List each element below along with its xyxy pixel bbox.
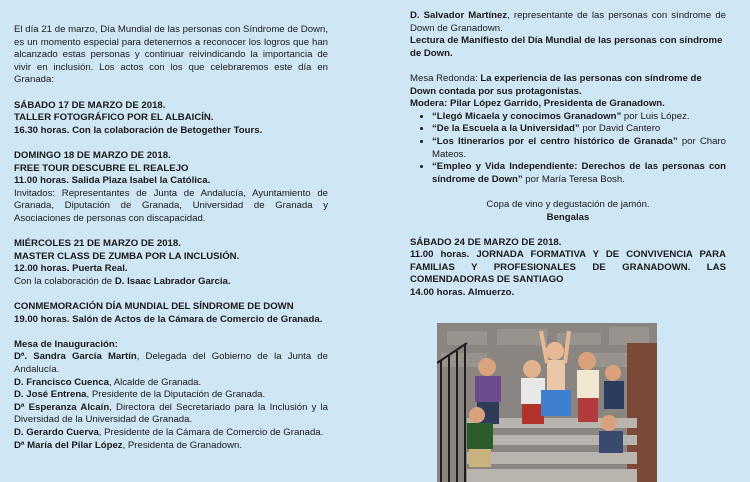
- sun18-date: DOMINGO 18 DE MARZO DE 2018.: [14, 149, 171, 161]
- talk-speaker: por Charo Mateos.: [432, 135, 726, 160]
- sat24-date: SÁBADO 24 DE MARZO DE 2018.: [410, 236, 562, 248]
- manifiesto-line: Lectura de Manifiesto del Día Mundial de las personas con síndrome de Down.: [410, 35, 723, 59]
- wed21-time: 12.00 horas. Puerta Real.: [14, 263, 128, 275]
- wed21-collab: Con la colaboración de D. Isaac Labrador Garcia.: [14, 275, 231, 287]
- mesa-member-role: , Presidente de la Diputación de Granada.: [86, 389, 266, 401]
- talk-item: [432, 123, 726, 136]
- talk-speaker: por Luis López.: [621, 110, 690, 122]
- mesa-member-role: , Presidente de la Cámara de Comercio de Granada.: [98, 427, 324, 438]
- talk-title: “Empleo y Vida Independiente: Derechos de las personas con síndrome de Down”: [432, 161, 726, 185]
- mesa-member-name: D. Gerardo Cuerva: [14, 427, 99, 438]
- wed21-title: MASTER CLASS DE ZUMBA POR LA INCLUSIÓN.: [14, 250, 240, 262]
- talk-title: “Los Itinerarios por el centro histórico de Granada”: [432, 135, 678, 147]
- sun18-title: FREE TOUR DESCUBRE EL REALEJO: [14, 162, 189, 174]
- talk-item: [432, 161, 726, 186]
- mesa-member-name: D. Francisco Cuenca: [14, 376, 109, 388]
- intro-paragraph: El día 21 de marzo, Día Mundial de las personas con Síndrome de Down, es un momento especial para detenernos a reconocer los logros que han alcanzado estas personas y continuar reivindicando la importancia de vivir en inclusión. Los actos con los que celebraremos este día en Granada:: [14, 24, 328, 86]
- talk-item: [432, 111, 726, 124]
- talk-title: “Llegó Micaela y conocimos Granadown”: [432, 110, 622, 122]
- mesa-inauguracion-label: Mesa de Inauguración:: [14, 338, 118, 350]
- mesa-member-role: , Delegada del Gobierno de la Junta de Andalucía.: [14, 351, 328, 376]
- modera-line: Modera: Pilar López Garrido, Presidenta de Granadown.: [410, 98, 665, 110]
- sat24-lunch: 14.00 horas. Almuerzo.: [410, 287, 515, 299]
- right-column: [410, 10, 726, 300]
- talk-item: [432, 136, 726, 161]
- group-photo: [437, 323, 657, 482]
- mesa-member: [14, 389, 328, 402]
- conmemoracion-detail: 19.00 horas. Salón de Actos de la Cámara de Comercio de Granada.: [14, 313, 323, 325]
- sat17-detail: 16.30 horas. Con la colaboración de Betogether Tours.: [14, 124, 263, 136]
- mesa-member: [14, 402, 328, 427]
- mesa-member-name: Dª Esperanza Alcaín: [14, 401, 110, 413]
- left-column: [14, 24, 328, 452]
- mesa-member: [14, 377, 328, 390]
- mesa-member-name: Dª. Sandra García Martín: [14, 351, 137, 363]
- mesa-member: [14, 351, 328, 376]
- bengalas-line: Bengalas: [546, 211, 590, 223]
- mesa-member-role: , Presidenta de Granadown.: [122, 439, 243, 451]
- copa-line: Copa de vino y degustación de jamón.: [486, 198, 650, 210]
- sat24-detail: 11.00 horas. JORNADA FORMATIVA Y DE CONVIVENCIA PARA FAMILIAS Y PROFESIONALES DE GRANADOWN. LAS COMENDADORAS DE SANTIAGO: [410, 249, 726, 286]
- mesa-member: [14, 440, 328, 453]
- conmemoracion-title: CONMEMORACIÓN DÍA MUNDIAL DEL SÍNDROME DE DOWN: [14, 301, 294, 313]
- mesa-member-role: , Alcalde de Granada.: [108, 376, 202, 388]
- mesa-member-role: , Directora del Secretariado para la Inclusión y la Diversidad de la Universidad de Granada.: [14, 401, 328, 426]
- mesa-member: [14, 427, 328, 440]
- salvador-line: D. Salvador Martínez, representante de las personas con síndrome de Down de Granadown.: [410, 10, 726, 34]
- mesa-member-name: Dª María del Pilar López: [14, 439, 123, 451]
- mesa-member-name: D. José Entrena: [14, 389, 87, 401]
- mesa-redonda-line: Mesa Redonda: La experiencia de las personas con síndrome de Down contada por sus protagonistas.: [410, 72, 702, 97]
- talk-speaker: por David Cantero: [579, 123, 661, 135]
- talks-list: [410, 111, 726, 187]
- talk-title: “De la Escuela a la Universidad”: [432, 123, 580, 135]
- sat17-title: TALLER FOTOGRÁFICO POR EL ALBAICÍN.: [14, 112, 214, 124]
- sun18-time: 11.00 horas. Salida Plaza Isabel la Católica.: [14, 175, 211, 187]
- mesa-inauguracion-list: [14, 351, 328, 452]
- sat17-date: SÁBADO 17 DE MARZO DE 2018.: [14, 99, 166, 111]
- talk-speaker: por María Teresa Bosh.: [522, 173, 625, 185]
- wed21-date: MIÉRCOLES 21 DE MARZO DE 2018.: [14, 238, 181, 250]
- sun18-guests: Invitados: Representantes de Junta de Andalucía, Ayuntamiento de Granada, Diputación de Granada, Universidad de Granada y Asociaciones de personas con discapacidad.: [14, 187, 328, 224]
- group-photo-illustration: [437, 323, 657, 482]
